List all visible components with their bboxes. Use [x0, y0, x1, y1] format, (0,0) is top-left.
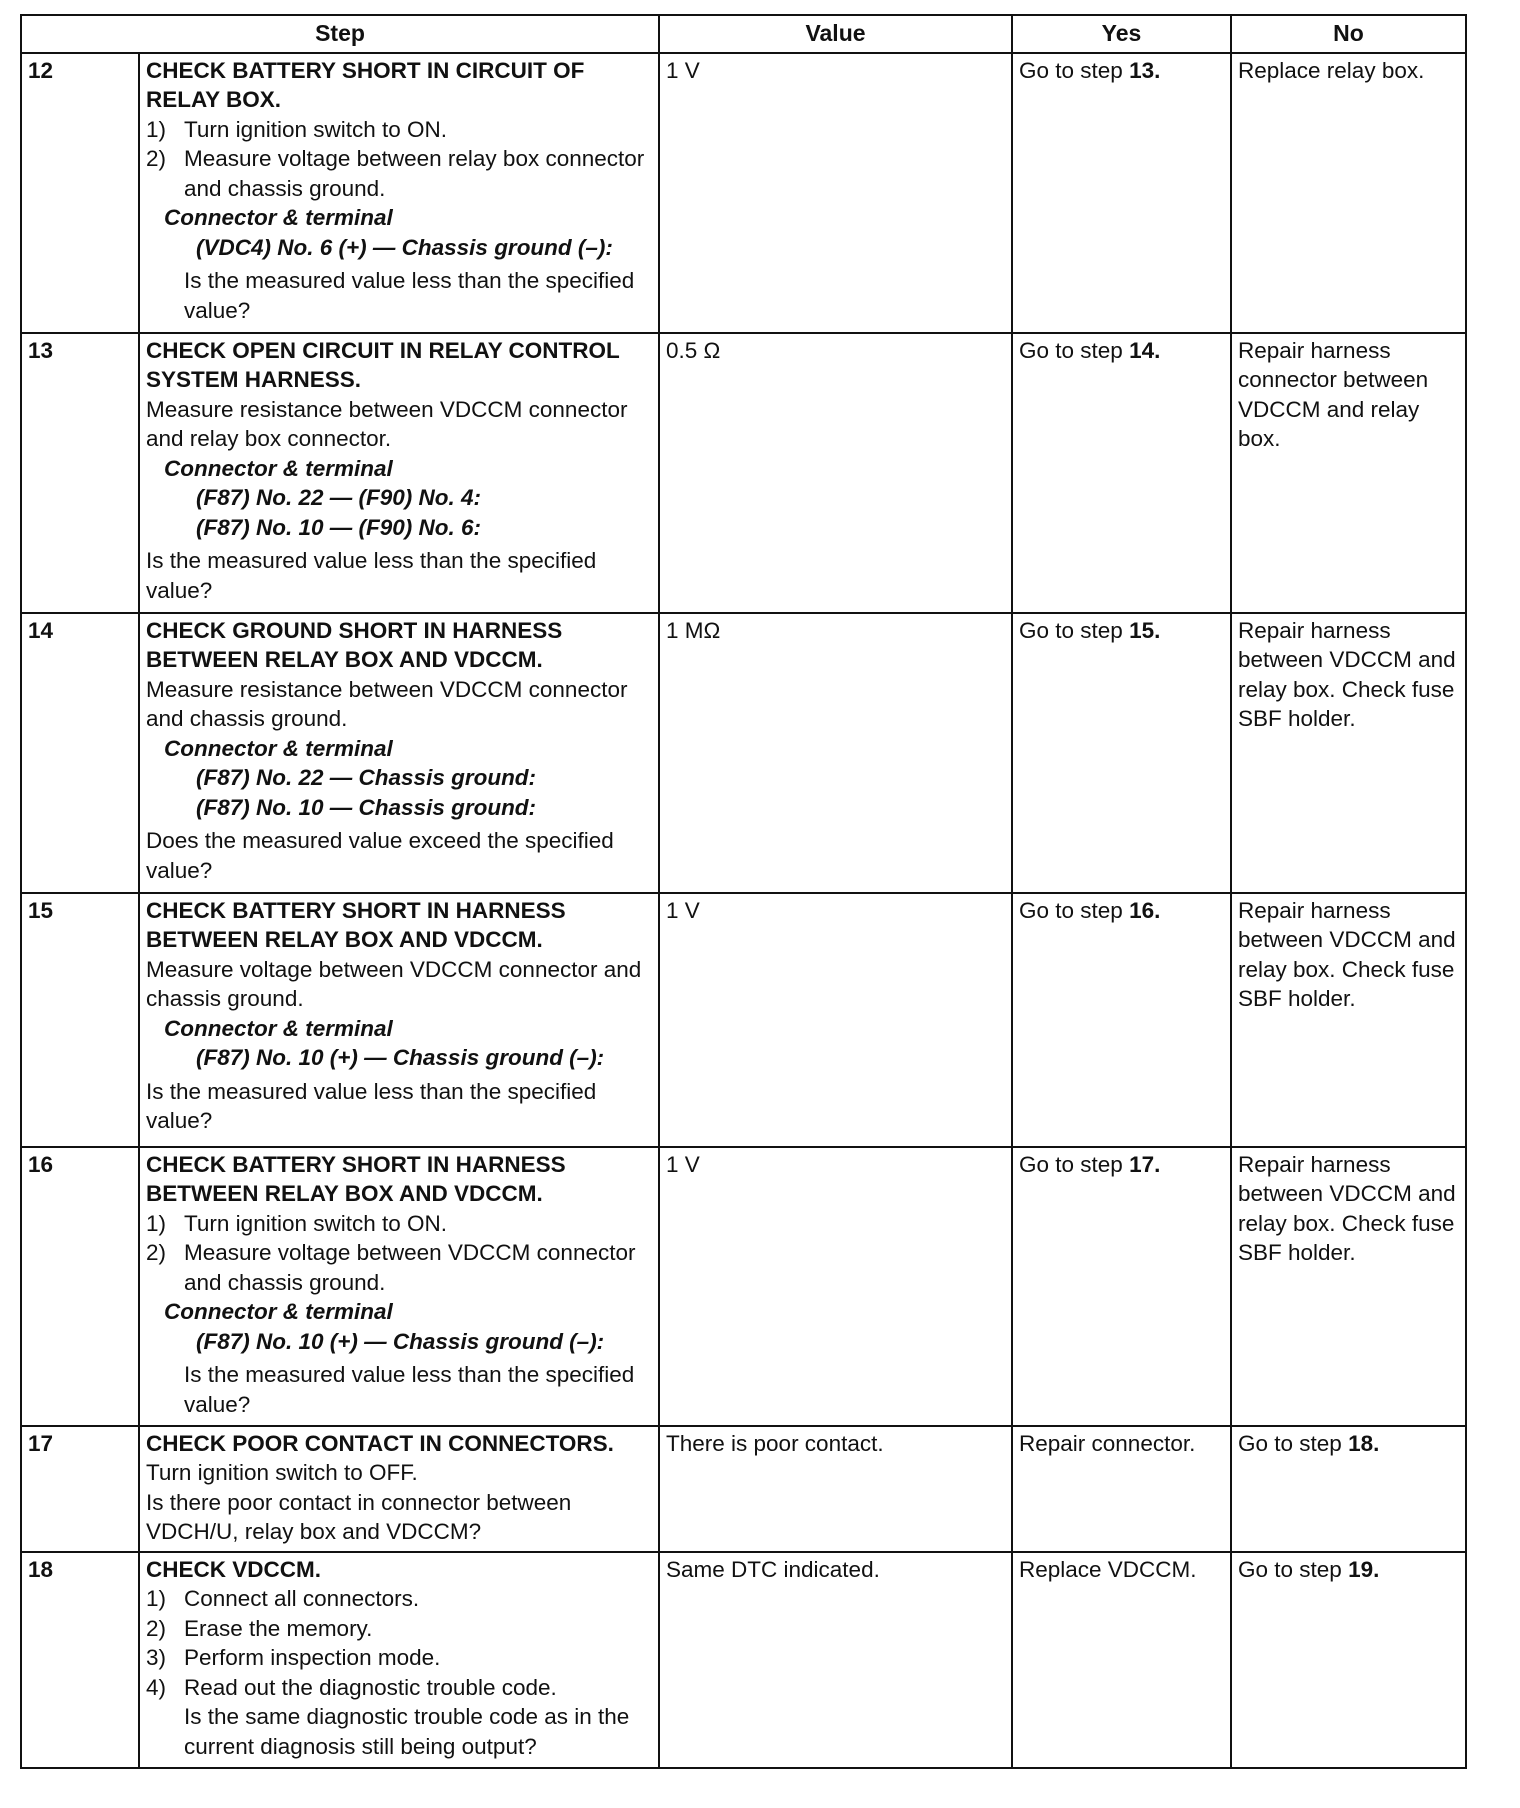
connector-terminal: (F87) No. 22 — Chassis ground: [196, 765, 537, 790]
yes-text: Go to step [1019, 617, 1130, 643]
table-row [21, 893, 1466, 1147]
instruction-text: Turn ignition switch to ON. [184, 116, 448, 142]
instruction-number: 3) [146, 1645, 167, 1670]
instruction-number: 2) [146, 1615, 167, 1641]
connector-heading: Connector & terminal [164, 1299, 393, 1324]
connector-heading: Connector & terminal [164, 455, 393, 481]
spec-value: Same DTC indicated. [659, 1552, 1012, 1768]
step-text: Measure resistance between VDCCM connector and relay box connector. [146, 396, 628, 451]
connector-terminal: (F87) No. 10 (+) — Chassis ground (–): [196, 1045, 605, 1070]
connector-terminal: (F87) No. 22 — (F90) No. 4: [196, 485, 482, 510]
no-text: Replace relay box. [1238, 57, 1425, 83]
spec-value: 1 V [659, 893, 1012, 1147]
step-title: CHECK GROUND SHORT IN HARNESS BETWEEN RELAY BOX AND VDCCM. [146, 617, 563, 672]
instruction-text: Read out the diagnostic trouble code. [184, 1674, 557, 1700]
yes-step-ref: 13. [1129, 57, 1161, 83]
step-instruction [146, 1614, 652, 1644]
step-description [139, 613, 659, 893]
step-number: 14 [21, 613, 139, 893]
no-text: Repair harness between VDCCM and relay box. Check fuse SBF holder. [1238, 617, 1456, 731]
connector-terminal: (F87) No. 10 — Chassis ground: [196, 794, 537, 820]
check-question: Is the measured value less than the specified value? [184, 268, 635, 323]
step-number: 15 [21, 893, 139, 1147]
step-text: Is there poor contact in connector between VDCH/U, relay box and VDCCM? [146, 1489, 572, 1544]
step-description [139, 1552, 659, 1768]
no-action [1231, 1552, 1466, 1768]
no-text: Go to step [1238, 1556, 1349, 1582]
instruction-number: 1) [146, 1586, 167, 1611]
no-action [1231, 53, 1466, 333]
table-row [21, 1552, 1466, 1768]
check-question: Is the measured value less than the specified value? [184, 1362, 635, 1417]
connector-heading: Connector & terminal [164, 205, 393, 230]
header-step: Step [21, 15, 659, 53]
instruction-text: Turn ignition switch to ON. [184, 1210, 448, 1236]
no-action [1231, 333, 1466, 613]
header-no: No [1231, 15, 1466, 53]
step-description [139, 1426, 659, 1552]
no-text: Repair harness between VDCCM and relay box. Check fuse SBF holder. [1238, 1151, 1456, 1265]
instruction-text: Measure voltage between relay box connector and chassis ground. [184, 146, 645, 201]
spec-value: 1 MΩ [659, 613, 1012, 893]
yes-step-ref: 14. [1129, 337, 1161, 363]
yes-action [1012, 893, 1231, 1147]
step-description [139, 53, 659, 333]
step-number: 12 [21, 53, 139, 333]
no-action [1231, 1147, 1466, 1426]
step-instruction [146, 1238, 652, 1297]
step-title: CHECK BATTERY SHORT IN CIRCUIT OF RELAY BOX. [146, 57, 585, 112]
connector-terminal: (F87) No. 10 (+) — Chassis ground (–): [196, 1328, 605, 1354]
no-step-ref: 19. [1348, 1556, 1380, 1582]
instruction-number: 4) [146, 1674, 167, 1700]
spec-value: 1 V [659, 1147, 1012, 1426]
step-instruction [146, 1673, 652, 1703]
table-row [21, 1147, 1466, 1426]
step-number: 13 [21, 333, 139, 613]
step-instruction [146, 1584, 652, 1614]
check-question: Is the measured value less than the specified value? [146, 1078, 597, 1133]
connector-terminal: (VDC4) No. 6 (+) — Chassis ground (–): [196, 234, 613, 260]
instruction-number: 1) [146, 1210, 167, 1236]
step-title: CHECK VDCCM. [146, 1556, 322, 1582]
step-title: CHECK OPEN CIRCUIT IN RELAY CONTROL SYSTEM HARNESS. [146, 337, 620, 392]
no-action [1231, 893, 1466, 1147]
yes-text: Go to step [1019, 1151, 1130, 1177]
spec-value: 0.5 Ω [659, 333, 1012, 613]
no-text: Repair harness between VDCCM and relay box. Check fuse SBF holder. [1238, 897, 1456, 1011]
yes-text: Go to step [1019, 57, 1130, 83]
no-action [1231, 1426, 1466, 1552]
table-row [21, 53, 1466, 333]
step-description [139, 333, 659, 613]
step-description [139, 1147, 659, 1426]
instruction-text: Measure voltage between VDCCM connector and chassis ground. [184, 1240, 636, 1295]
instruction-number: 2) [146, 146, 167, 171]
step-text: Measure resistance between VDCCM connector and chassis ground. [146, 676, 628, 731]
connector-terminal: (F87) No. 10 — (F90) No. 6: [196, 514, 482, 540]
check-question: Is the same diagnostic trouble code as in the current diagnosis still being output? [184, 1704, 630, 1759]
yes-text: Repair connector. [1019, 1430, 1196, 1456]
check-question: Does the measured value exceed the specified value? [146, 828, 614, 883]
yes-action [1012, 1147, 1231, 1426]
yes-action [1012, 333, 1231, 613]
no-text: Go to step [1238, 1430, 1349, 1456]
instruction-text: Perform inspection mode. [184, 1645, 441, 1670]
yes-step-ref: 16. [1129, 897, 1161, 923]
step-title: CHECK BATTERY SHORT IN HARNESS BETWEEN RELAY BOX AND VDCCM. [146, 897, 566, 952]
instruction-number: 1) [146, 116, 167, 142]
instruction-number: 2) [146, 1240, 167, 1265]
yes-action [1012, 53, 1231, 333]
step-description [139, 893, 659, 1147]
header-value: Value [659, 15, 1012, 53]
yes-text: Go to step [1019, 337, 1130, 363]
step-instruction [146, 1209, 652, 1239]
check-question: Is the measured value less than the specified value? [146, 548, 597, 603]
instruction-text: Erase the memory. [184, 1615, 373, 1641]
step-title: CHECK POOR CONTACT IN CONNECTORS. [146, 1430, 614, 1456]
step-instruction [146, 144, 652, 203]
table-row [21, 333, 1466, 613]
yes-step-ref: 15. [1129, 617, 1161, 643]
step-text: Measure voltage between VDCCM connector and chassis ground. [146, 956, 642, 1011]
table-row [21, 1426, 1466, 1552]
yes-action [1012, 1552, 1231, 1768]
spec-value: 1 V [659, 53, 1012, 333]
instruction-text: Connect all connectors. [184, 1586, 420, 1611]
step-number: 16 [21, 1147, 139, 1426]
step-instruction [146, 115, 652, 145]
header-row [21, 15, 1466, 53]
yes-text: Go to step [1019, 897, 1130, 923]
header-yes: Yes [1012, 15, 1231, 53]
yes-step-ref: 17. [1129, 1151, 1161, 1177]
step-text: Turn ignition switch to OFF. [146, 1460, 418, 1485]
step-instruction [146, 1643, 652, 1673]
no-step-ref: 18. [1348, 1430, 1380, 1456]
diagnosis-table [20, 14, 1467, 1769]
yes-action [1012, 613, 1231, 893]
no-action [1231, 613, 1466, 893]
yes-action [1012, 1426, 1231, 1552]
no-text: Repair harness connector between VDCCM and relay box. [1238, 337, 1429, 451]
spec-value: There is poor contact. [659, 1426, 1012, 1552]
step-number: 17 [21, 1426, 139, 1552]
yes-text: Replace VDCCM. [1019, 1556, 1197, 1582]
step-number: 18 [21, 1552, 139, 1768]
step-title: CHECK BATTERY SHORT IN HARNESS BETWEEN RELAY BOX AND VDCCM. [146, 1151, 566, 1206]
connector-heading: Connector & terminal [164, 735, 393, 761]
table-row [21, 613, 1466, 893]
connector-heading: Connector & terminal [164, 1015, 393, 1041]
